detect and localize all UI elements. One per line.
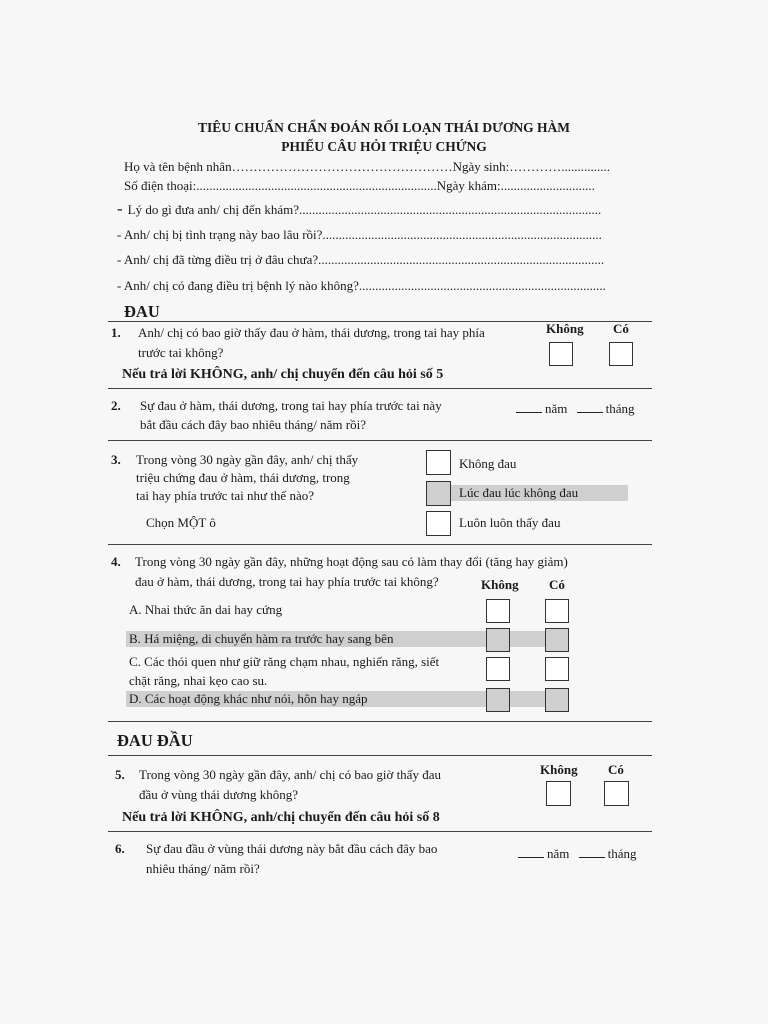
q4-item-a-no-checkbox[interactable]: [486, 599, 510, 623]
q3-choose-one: Chọn MỘT ô: [146, 515, 216, 530]
q2-number: 2.: [111, 398, 121, 413]
divider: [108, 388, 652, 389]
q3-option-always-checkbox[interactable]: [426, 511, 451, 536]
q2-years-blank[interactable]: [516, 402, 542, 413]
q4-item-c-label-line2: chặt răng, nhai kẹo cao su.: [129, 673, 268, 688]
q4-item-d-yes-checkbox[interactable]: [545, 688, 569, 712]
patient-name-birthdate-field[interactable]: Họ và tên bệnh nhân……………………………………………Ngày sinh:…………...............: [124, 159, 611, 174]
q6-text-line1: Sự đau đầu ở vùng thái dương này bắt đầu cách đây bao: [146, 841, 438, 856]
q3-text-line3: tai hay phía trước tai như thế nào?: [136, 488, 314, 503]
q6-years-blank[interactable]: [518, 847, 544, 858]
q5-col-no: Không: [540, 762, 578, 777]
divider: [108, 755, 652, 756]
q4-item-b-no-checkbox[interactable]: [486, 628, 510, 652]
q1-text-line1: Anh/ chị có bao giờ thấy đau ở hàm, thái dương, trong tai hay phía: [138, 325, 485, 340]
q4-item-d-no-checkbox[interactable]: [486, 688, 510, 712]
q4-item-a-label: A. Nhai thức ăn dai hay cứng: [129, 602, 283, 617]
q2-years-unit: năm: [545, 401, 568, 416]
q3-number: 3.: [111, 452, 121, 467]
q3-option-always-label: Luôn luôn thấy đau: [459, 515, 561, 530]
reason-label: Lý do gì đưa anh/ chị đến khám?.............................................................................................: [127, 202, 602, 217]
q1-text-line2: trước tai không?: [138, 345, 224, 360]
reason-field[interactable]: - Lý do gì đưa anh/ chị đến khám?.............................................................................................: [117, 199, 602, 218]
q1-col-no: Không: [546, 321, 584, 336]
q4-item-c-label-line1: C. Các thói quen như giữ răng chạm nhau, nghiến răng, siết: [129, 654, 440, 669]
q3-text-line1: Trong vòng 30 ngày gần đây, anh/ chị thấy: [136, 452, 359, 467]
form-title: TIÊU CHUẨN CHẨN ĐOÁN RỐI LOẠN THÁI DƯƠNG HÀM: [197, 120, 570, 135]
q4-col-no: Không: [481, 577, 519, 592]
section-heading-headache: ĐAU ĐẦU: [117, 731, 193, 750]
q4-number: 4.: [111, 554, 121, 569]
q1-col-yes: Có: [613, 321, 629, 336]
q2-text-line1: Sự đau ở hàm, thái dương, trong tai hay phía trước tai này: [140, 398, 442, 413]
q4-text-line2: đau ở hàm, thái dương, trong tai hay phía trước tai không?: [135, 574, 439, 589]
q5-skip-instruction: Nếu trả lời KHÔNG, anh/chị chuyển đến câu hỏi số 8: [122, 810, 440, 825]
q2-text-line2: bắt đầu cách đây bao nhiêu tháng/ năm rồi?: [140, 417, 366, 432]
q5-yes-checkbox[interactable]: [604, 781, 629, 806]
q3-option-no-pain-checkbox[interactable]: [426, 450, 451, 475]
q4-item-c-yes-checkbox[interactable]: [545, 657, 569, 681]
q6-duration-field[interactable]: [518, 846, 637, 862]
form-subtitle: PHIẾU CÂU HỎI TRIỆU CHỨNG: [281, 139, 487, 154]
q4-item-d-label: D. Các hoạt động khác như nói, hôn hay ngáp: [129, 691, 368, 706]
divider: [108, 440, 652, 441]
q3-option-no-pain-label: Không đau: [459, 456, 517, 471]
divider: [108, 721, 652, 722]
q3-option-intermittent-checkbox[interactable]: [426, 481, 451, 506]
section-heading-pain: ĐAU: [124, 302, 160, 321]
q5-number: 5.: [115, 767, 125, 782]
q6-years-unit: năm: [547, 846, 570, 861]
q4-item-c-no-checkbox[interactable]: [486, 657, 510, 681]
q4-col-yes: Có: [549, 577, 565, 592]
q1-skip-instruction: Nếu trả lời KHÔNG, anh/ chị chuyển đến câu hỏi số 5: [122, 367, 444, 382]
q1-yes-checkbox[interactable]: [609, 342, 633, 366]
q5-col-yes: Có: [608, 762, 624, 777]
q5-text-line1: Trong vòng 30 ngày gần đây, anh/ chị có bao giờ thấy đau: [139, 767, 441, 782]
q2-duration-field[interactable]: [516, 401, 635, 417]
current-treatment-field[interactable]: - Anh/ chị có đang điều trị bệnh lý nào không?............................................................................: [117, 278, 606, 293]
q5-text-line2: đầu ở vùng thái dương không?: [139, 787, 299, 802]
q4-item-b-label: B. Há miệng, di chuyển hàm ra trước hay sang bên: [129, 631, 394, 646]
divider: [108, 831, 652, 832]
q6-months-unit: tháng: [607, 846, 637, 861]
treated-before-field[interactable]: - Anh/ chị đã từng điều trị ở đâu chưa?........................................................................................: [117, 252, 605, 267]
q3-text-line2: triệu chứng đau ở hàm, thái dương, trong: [136, 470, 350, 485]
q5-no-checkbox[interactable]: [546, 781, 571, 806]
q3-option-intermittent-label: Lúc đau lúc không đau: [459, 485, 579, 500]
q6-text-line2: nhiêu tháng/ năm rồi?: [146, 861, 260, 876]
q2-months-unit: tháng: [605, 401, 635, 416]
q1-number: 1.: [111, 325, 121, 340]
q2-months-blank[interactable]: [577, 402, 603, 413]
q6-months-blank[interactable]: [579, 847, 605, 858]
q1-no-checkbox[interactable]: [549, 342, 573, 366]
duration-field[interactable]: - Anh/ chị bị tình trạng này bao lâu rồi?......................................................................................: [117, 227, 602, 242]
q6-number: 6.: [115, 841, 125, 856]
q4-item-b-yes-checkbox[interactable]: [545, 628, 569, 652]
phone-visit-date-field[interactable]: Số điện thoại:..........................................................................Ngày khám:.............................: [124, 178, 595, 193]
q4-item-a-yes-checkbox[interactable]: [545, 599, 569, 623]
q4-text-line1: Trong vòng 30 ngày gần đây, những hoạt động sau có làm thay đổi (tăng hay giảm): [135, 554, 568, 569]
divider: [108, 544, 652, 545]
